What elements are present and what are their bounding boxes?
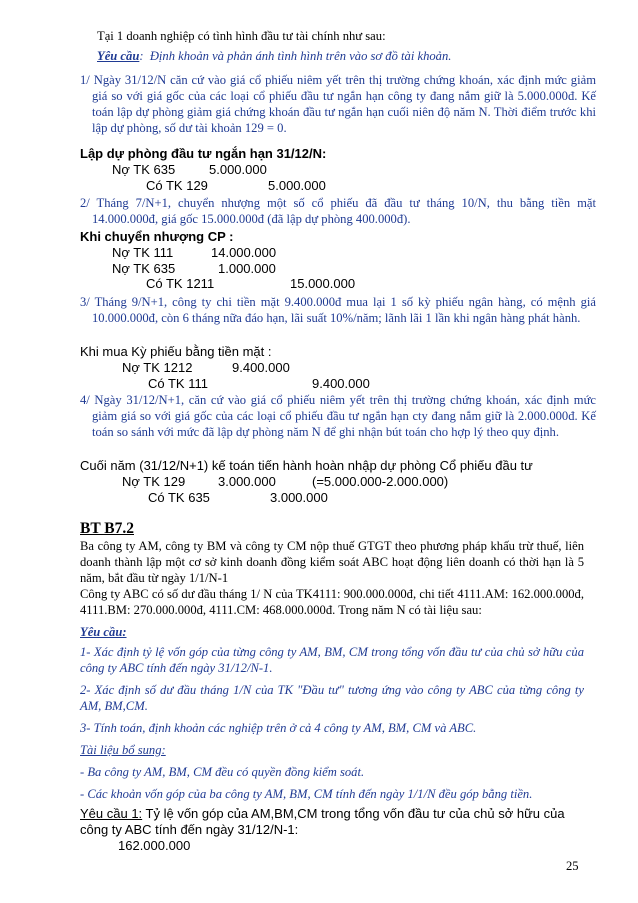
supplement-label: Tài liệu bổ sung: [80,743,166,757]
page-number: 25 [566,859,579,873]
requirement-1: 1- Xác định tỷ lệ vốn góp của từng công ty AM, BM, CM trong tổng vốn đầu tư của chủ sở hữu của công ty ABC tính đến ngày 31/12/N-1. [80,645,584,675]
item-2-credit-amount: 15.000.000 [290,276,356,291]
item-4-debit-amount: 3.000.000 [218,474,276,489]
requirement-2: 2- Xác định số dư đầu tháng 1/N của TK "Đầu tư" tương ứng vào công ty ABC của từng công ty AM, BM,CM. [80,683,584,713]
supplement-1: - Ba công ty AM, BM, CM đều có quyền đồng kiểm soát. [80,765,365,779]
item-3-heading: Khi mua Kỳ phiếu bằng tiền mặt : [80,344,272,359]
item-4-credit-account: Có TK 635 [148,490,210,505]
item-1-debit-account: Nợ TK 635 [112,162,176,177]
item-1-heading: Lập dự phòng đầu tư ngắn hạn 31/12/N: [80,146,327,161]
answer-1-value: 162.000.000 [118,838,191,853]
item-2-debit-1-account: Nợ TK 111 [112,245,174,260]
item-4-debit-note: (=5.000.000-2.000.000) [312,474,449,489]
item-2-credit-account: Có TK 1211 [146,276,215,291]
section-title: BT B7.2 [80,520,134,537]
item-2-debit-2-account: Nợ TK 635 [112,261,176,276]
supplement-2: - Các khoản vốn góp của ba công ty AM, BM, CM tính đến ngày 1/1/N đều góp bằng tiền. [80,787,533,801]
item-1-debit-amount: 5.000.000 [209,162,267,177]
item-3-debit-account: Nợ TK 1212 [122,360,193,375]
answer-1 [80,806,584,838]
requirement-label: Yêu cầu [97,49,140,63]
requirements-label: Yêu cầu: [80,625,127,639]
item-1-credit-amount: 5.000.000 [268,178,326,193]
item-4-text: 4/ Ngày 31/12/N+1, căn cứ vào giá cổ phiếu niêm yết trên thị trường chứng khoán, xác định mức giảm giá so với giá gốc của các loại cổ phiếu đầu tư ngắn hạn cty đang nắm giữ là 2.000.000đ. Kế toán so sánh với mức đã lập dự phòng năm N để ghi nhận bút toán cho hợp lý theo quy định. [80,393,596,439]
requirement-3: 3- Tính toán, định khoản các nghiệp trên ở cả 4 công ty AM, BM, CM và ABC. [80,721,477,735]
item-2-text: 2/ Tháng 7/N+1, chuyển nhượng một số cổ phiếu đã đầu tư tháng 10/N, thu bằng tiền mặt 14.000.000đ, giá gốc 15.000.000đ (đã lập dự phòng 400.000đ). [80,196,596,226]
item-2-debit-2-amount: 1.000.000 [218,261,276,276]
item-1-text: 1/ Ngày 31/12/N căn cứ vào giá cổ phiếu niêm yết trên thị trường chứng khoán, xác định mức giảm giá so với giá gốc của các loại cổ phiếu đầu tư ngắn hạn công ty đang nắm giữ là 5.000.000đ. Kế toán lập dự phòng giảm giá chứng khoán đầu tư ngắn hạn cuối niên độ năm N. Thời điểm trước khi lập dự phòng, số dư tài khoản 129 = 0. [80,73,596,135]
item-1-credit-account: Có TK 129 [146,178,208,193]
item-4-debit-account: Nợ TK 129 [122,474,186,489]
item-3-credit-amount: 9.400.000 [312,376,370,391]
answer-1-label: Yêu cầu 1: [80,806,143,821]
answer-1-text: Tỷ lệ vốn góp của AM,BM,CM trong tổng vốn đầu tư của chủ sở hữu của công ty ABC tính đến ngày 31/12/N-1: [80,806,565,837]
section-intro: Ba công ty AM, công ty BM và công ty CM nộp thuế GTGT theo phương pháp khấu trừ thuế, liên doanh thành lập một cơ sở kinh doanh đồng kiểm soát ABC hoạt động liên doanh có thời hạn là 5 năm, bắt đầu từ ngày 1/1/N-1 [80,539,584,585]
item-3-debit-amount: 9.400.000 [232,360,290,375]
item-4-credit-amount: 3.000.000 [270,490,328,505]
item-4-heading: Cuối năm (31/12/N+1) kế toán tiến hành hoàn nhập dự phòng Cổ phiếu đầu tư [80,458,533,473]
item-3-text: 3/ Tháng 9/N+1, công ty chi tiền mặt 9.400.000đ mua lại 1 số kỳ phiếu ngân hàng, có mệnh giá 10.000.000đ, còn 6 tháng nữa đáo hạn, lãi suất 10%/năm; lãnh lãi 1 lần khi ngân hàng phát hành. [80,295,596,325]
item-3-credit-account: Có TK 111 [148,376,208,391]
requirement-text: : Định khoản và phản ánh tình hình trên vào sơ đồ tài khoản. [139,49,452,63]
item-2-debit-1-amount: 14.000.000 [211,245,277,260]
requirement-line [97,48,451,64]
intro-line: Tại 1 doanh nghiệp có tình hình đầu tư tài chính như sau: [97,29,386,43]
section-balance: Công ty ABC có số dư đầu tháng 1/ N của TK4111: 900.000.000đ, chi tiết 4111.AM: 162.000.000đ, 4111.BM: 270.000.000đ, 4111.CM: 468.000.000đ. Trong năm N có tài liệu sau: [80,587,584,617]
item-2-heading: Khi chuyển nhượng CP : [80,229,234,244]
